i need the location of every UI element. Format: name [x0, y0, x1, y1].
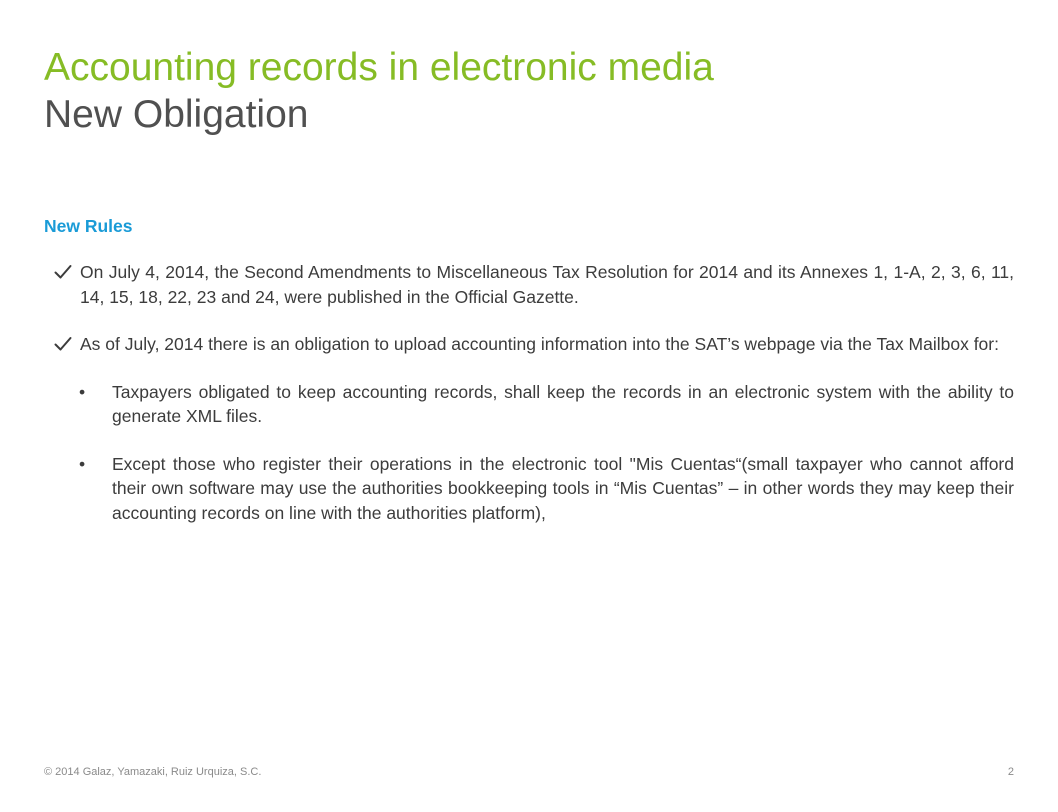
section-heading: New Rules: [44, 216, 133, 236]
slide-subtitle: New Obligation: [44, 93, 309, 136]
bullet-list: [44, 380, 1014, 526]
check-list-item-text: On July 4, 2014, the Second Amendments to Miscellaneous Tax Resolution for 2014 and its Annexes 1, 1-A, 2, 3, 6, 11, 14, 15, 18, 22, 23 and 24, were published in the Official Gazette.: [80, 262, 1014, 307]
bullet-list-item: [44, 380, 1014, 429]
bullet-list-item-text: Taxpayers obligated to keep accounting records, shall keep the records in an electronic system with the ability to generate XML files.: [112, 381, 1014, 426]
check-icon: [54, 336, 72, 352]
slide-title-main: Accounting records in electronic media: [44, 46, 714, 89]
check-list-item: [44, 260, 1014, 309]
check-list-item-text: As of July, 2014 there is an obligation to upload accounting information into the SAT’s webpage via the Tax Mailbox for:: [80, 334, 999, 354]
check-icon: [54, 264, 72, 280]
bullet-list-item-text: Except those who register their operations in the electronic tool "Mis Cuentas“(small taxpayer who cannot afford their own software may use the authorities bookkeeping tools in “Mis Cuentas” – in other words they may keep their accounting records on line with the authorities platform),: [112, 453, 1014, 523]
slide-title: [44, 44, 1024, 138]
page-number: 2: [1007, 766, 1014, 778]
bullet-list-item: [44, 452, 1014, 526]
bullet-icon: •: [79, 381, 86, 402]
bullet-icon: •: [79, 453, 86, 474]
footer-copyright: © 2014 Galaz, Yamazaki, Ruiz Urquiza, S.C.: [44, 766, 262, 778]
slide-content: [44, 214, 1014, 548]
check-list-item: [44, 332, 1014, 357]
